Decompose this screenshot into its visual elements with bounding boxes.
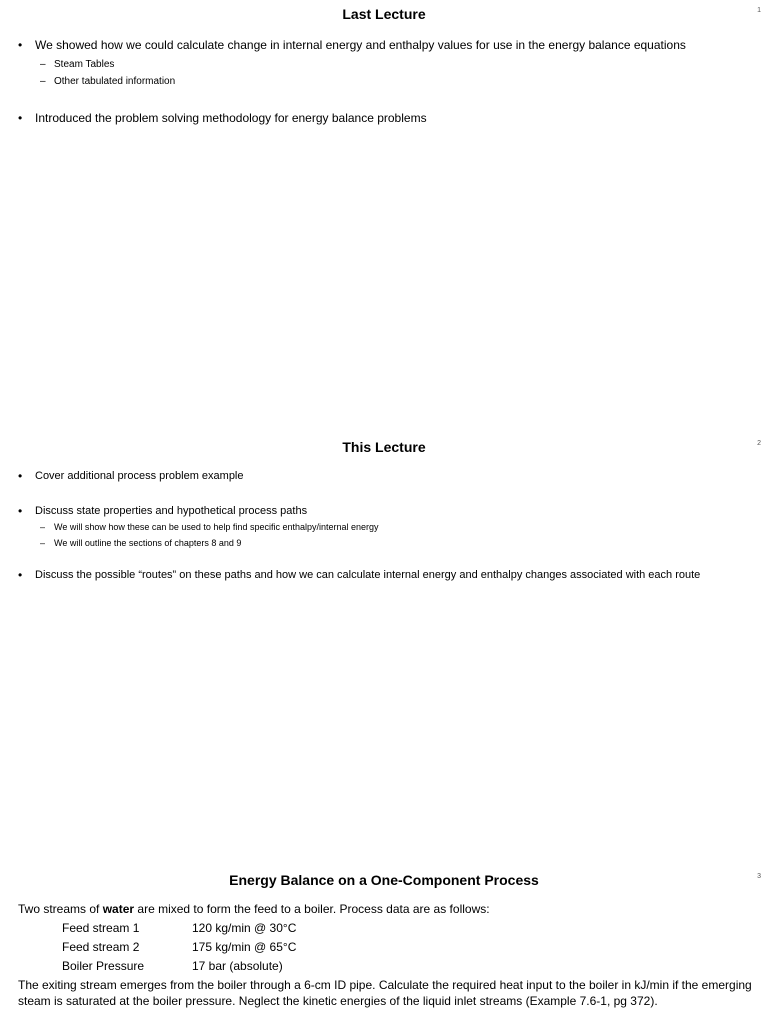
process-data-label: Boiler Pressure (62, 959, 145, 973)
sub-bullet (35, 519, 738, 535)
slide-3-number: 3 (757, 873, 761, 880)
dash-icon: – (40, 522, 46, 532)
bullet-icon: • (18, 568, 23, 582)
bullet-text: We showed how we could calculate change in internal energy and enthalpy values for use in the energy balance equations (35, 38, 686, 52)
bullet-icon: • (18, 504, 23, 518)
slide-2-bullet-2 (18, 503, 738, 551)
process-data-row (62, 920, 296, 936)
slide-3-title: Energy Balance on a One-Component Process (229, 872, 539, 888)
intro-text-start: Two streams of (18, 902, 103, 916)
sub-bullet (35, 73, 738, 90)
slide-2-bullet-3 (18, 568, 738, 583)
dash-icon: – (40, 76, 46, 87)
slide-1-sub-list (35, 56, 738, 90)
slide-2-sub-list (35, 519, 738, 551)
problem-intro (18, 901, 753, 917)
bullet-text: Cover additional process problem example (35, 470, 244, 482)
process-data-value: 120 kg/min @ 30°C (192, 921, 297, 935)
sub-bullet-text: Steam Tables (54, 59, 115, 70)
sub-bullet-text: We will outline the sections of chapters 8 and 9 (54, 538, 242, 548)
slide-1-number: 1 (757, 7, 761, 14)
slide-1-title: Last Lecture (342, 6, 426, 22)
dash-icon: – (40, 538, 46, 548)
process-data-label: Feed stream 1 (62, 921, 140, 935)
process-data-value: 175 kg/min @ 65°C (192, 940, 297, 954)
sub-bullet-text: We will show how these can be used to help find specific enthalpy/internal energy (54, 522, 379, 532)
slide-2-bullet-1 (18, 468, 738, 484)
slide-1-bullets (18, 37, 738, 126)
slide-1-bullet-2 (18, 110, 738, 126)
bullet-text: Discuss the possible “routes” on these paths and how we can calculate internal energy and enthalpy changes associated with each route (35, 569, 701, 581)
intro-text-end: are mixed to form the feed to a boiler. Process data are as follows: (134, 902, 490, 916)
bullet-icon: • (18, 38, 23, 52)
bullet-icon: • (18, 469, 23, 483)
sub-bullet-text: Other tabulated information (54, 76, 176, 87)
sub-bullet (35, 56, 738, 73)
process-data-row (62, 958, 283, 974)
sub-bullet (35, 535, 738, 551)
slide-2-number: 2 (757, 440, 761, 447)
process-data-row (62, 939, 296, 955)
problem-statement: The exiting stream emerges from the boiler through a 6-cm ID pipe. Calculate the required heat input to the boiler in kJ/min if the emerging steam is saturated at the boiler pressure. Neglect the kinetic energies of the liquid inlet streams (Example 7.6-1, pg 372). (18, 978, 752, 1008)
bullet-text: Introduced the problem solving methodology for energy balance problems (35, 111, 427, 125)
process-data-label: Feed stream 2 (62, 940, 140, 954)
slide-2-title: This Lecture (342, 439, 426, 455)
bullet-icon: • (18, 111, 23, 125)
bullet-text: Discuss state properties and hypothetical process paths (35, 505, 308, 517)
process-data-value: 17 bar (absolute) (192, 959, 283, 973)
dash-icon: – (40, 59, 46, 70)
slide-2-bullets (18, 468, 738, 583)
slide-1-bullet-1 (18, 37, 738, 90)
intro-bold-word: water (102, 902, 135, 916)
